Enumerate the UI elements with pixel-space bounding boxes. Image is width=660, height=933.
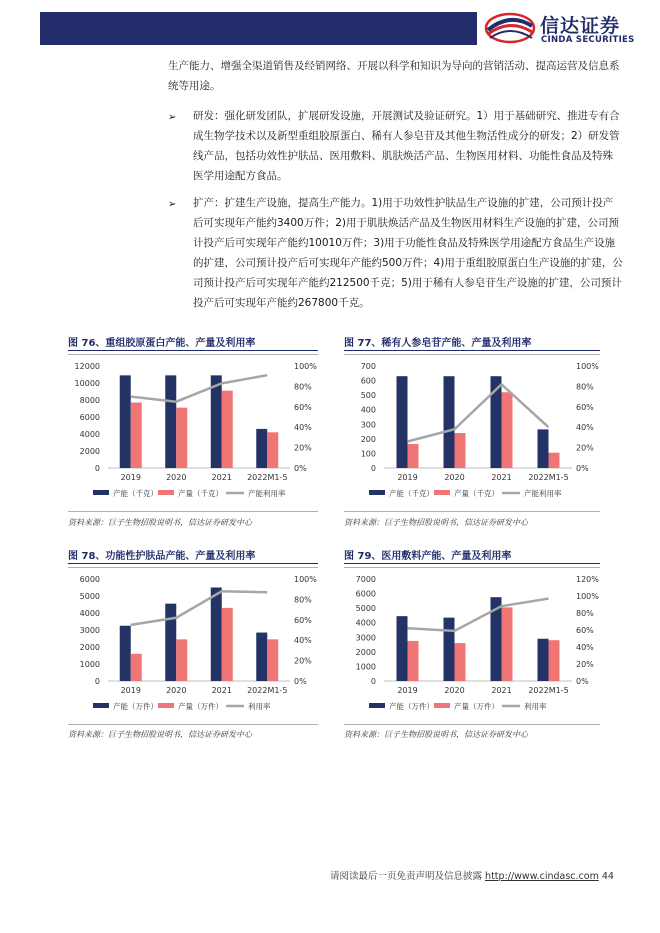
x-tick-label: 2021	[211, 686, 232, 695]
y-tick-label: 6000	[79, 575, 100, 584]
figure-78-source: 资料来源：巨子生物招股说明书，信达证券研发中心	[68, 730, 252, 739]
y2-tick-label: 60%	[576, 402, 594, 412]
legend-output-label: 产量（千克）	[454, 489, 499, 498]
y-tick-label: 5000	[79, 592, 100, 601]
figure-title-rule	[344, 350, 600, 351]
y2-tick-label: 80%	[294, 595, 312, 605]
output-bar	[222, 391, 233, 468]
bullet-marker: ➢	[168, 112, 177, 123]
y2-tick-label: 20%	[294, 443, 312, 453]
y2-tick-label: 40%	[576, 423, 594, 433]
bullet-rd-text: 研发：强化研发团队，扩展研发设施，开展测试及验证研究。1）用于基础研究、推进专有合成生物学技术以及新型重组胶原蛋白、稀有人参皂苷及其他生物活性成分的研发；2）研发管线产品，包括功效性护肤品、医用敷料、肌肤焕活产品、生物医用材料、功能性食品及特殊医学用途配方食品。	[193, 110, 620, 182]
output-bar	[222, 608, 233, 681]
y2-tick-label: 0%	[294, 464, 307, 473]
y2-tick-label: 20%	[576, 660, 594, 669]
y2-tick-label: 0%	[576, 464, 589, 473]
y2-tick-label: 40%	[294, 636, 312, 646]
chart-dressing	[344, 569, 600, 721]
output-bar	[131, 403, 142, 468]
capacity-bar	[165, 375, 176, 468]
y-tick-label: 3000	[355, 633, 376, 643]
y-tick-label: 300	[360, 420, 376, 430]
legend-output-swatch	[434, 490, 450, 495]
x-tick-label: 2022M1-5	[247, 473, 288, 482]
x-tick-label: 2021	[491, 686, 512, 695]
x-tick-label: 2021	[491, 473, 512, 482]
capacity-bar	[538, 639, 549, 681]
y-tick-label: 600	[360, 376, 376, 386]
header-bar	[40, 12, 477, 45]
output-bar	[176, 639, 187, 681]
capacity-bar	[444, 618, 455, 681]
y-tick-label: 0	[94, 677, 100, 686]
y-tick-label: 400	[360, 405, 376, 415]
output-bar	[267, 639, 278, 681]
figure-77-title: 图 77、稀有人参皂苷产能、产量及利用率	[344, 338, 532, 349]
x-tick-label: 2022M1-5	[247, 686, 288, 695]
chart-collagen	[68, 356, 318, 508]
utilization-line	[408, 599, 549, 631]
y-tick-label: 6000	[79, 413, 100, 422]
figure-title-rule	[68, 350, 318, 351]
output-bar	[502, 392, 513, 468]
legend-output-label: 产量（千克）	[178, 489, 223, 498]
output-bar	[176, 408, 187, 468]
y2-tick-label: 20%	[576, 443, 594, 453]
y-tick-label: 4000	[355, 618, 376, 628]
y-tick-label: 500	[360, 391, 376, 401]
figure-76-title: 图 76、重组胶原蛋白产能、产量及利用率	[68, 338, 256, 349]
figure-77-source: 资料来源：巨子生物招股说明书，信达证券研发中心	[344, 518, 528, 527]
page-number: 44	[601, 871, 614, 882]
output-bar	[455, 433, 466, 468]
y2-tick-label: 40%	[576, 643, 594, 652]
capacity-bar	[165, 604, 176, 681]
legend-output-swatch	[158, 703, 174, 708]
y-tick-label: 12000	[74, 362, 100, 371]
y2-tick-label: 100%	[294, 362, 317, 371]
figure-title-rule	[344, 563, 600, 564]
legend-utilization-label: 利用率	[524, 702, 547, 711]
figure-79-source: 资料来源：巨子生物招股说明书，信达证券研发中心	[344, 730, 528, 739]
capacity-bar	[397, 616, 408, 681]
y-tick-label: 1000	[79, 660, 100, 669]
legend-output-swatch	[158, 490, 174, 495]
capacity-bar	[256, 633, 267, 681]
y-tick-label: 5000	[355, 604, 376, 614]
y2-tick-label: 100%	[576, 362, 599, 371]
y-tick-label: 4000	[79, 609, 100, 618]
y2-tick-label: 0%	[576, 677, 589, 686]
legend-output-label: 产量（万件）	[178, 702, 223, 711]
legend-capacity-swatch	[369, 490, 385, 495]
y-tick-label: 8000	[79, 396, 100, 405]
y-tick-label: 10000	[74, 379, 100, 388]
y2-tick-label: 80%	[294, 382, 312, 392]
x-tick-label: 2019	[397, 686, 418, 695]
legend-capacity-label: 产能（千克）	[389, 489, 434, 498]
y-tick-label: 2000	[355, 647, 376, 657]
capacity-bar	[444, 376, 455, 468]
utilization-line	[131, 591, 268, 625]
y-tick-label: 1000	[355, 662, 376, 672]
legend-output-swatch	[434, 703, 450, 708]
y2-tick-label: 100%	[294, 575, 317, 584]
y-tick-label: 200	[360, 434, 376, 444]
figure-76-source: 资料来源：巨子生物招股说明书，信达证券研发中心	[68, 518, 252, 527]
y-tick-label: 7000	[355, 575, 376, 584]
legend-capacity-label: 产能（千克）	[113, 489, 158, 498]
legend-output-label: 产量（万件）	[454, 702, 499, 711]
y2-tick-label: 100%	[576, 592, 599, 601]
y2-tick-label: 60%	[576, 626, 594, 635]
footer-url-link[interactable]: http://www.cindasc.com	[485, 871, 599, 882]
logo-subtext: CINDA SECURITIES	[541, 35, 635, 45]
legend-capacity-swatch	[93, 703, 109, 708]
x-tick-label: 2019	[120, 473, 141, 482]
capacity-bar	[120, 375, 131, 468]
y-tick-label: 6000	[355, 589, 376, 599]
figure-79-title: 图 79、医用敷料产能、产量及利用率	[344, 551, 512, 562]
y-tick-label: 4000	[79, 430, 100, 439]
output-bar	[549, 453, 560, 468]
legend-utilization-label: 产能利用率	[248, 489, 286, 498]
output-bar	[267, 432, 278, 468]
figure-78-title: 图 78、功能性护肤品产能、产量及利用率	[68, 551, 256, 562]
y2-tick-label: 80%	[576, 609, 594, 618]
capacity-bar	[211, 588, 222, 682]
intro-paragraph: 生产能力、增强全渠道销售及经销网络、开展以科学和知识为导向的营销活动、提高运营及信息系统等用途。	[168, 60, 620, 92]
capacity-bar	[538, 429, 549, 468]
output-bar	[455, 643, 466, 681]
legend-capacity-label: 产能（万件）	[113, 702, 158, 711]
x-tick-label: 2020	[166, 473, 187, 482]
legend-utilization-label: 利用率	[248, 702, 271, 711]
y2-tick-label: 120%	[576, 575, 599, 584]
legend-utilization-label: 产能利用率	[524, 489, 562, 498]
y2-tick-label: 60%	[294, 402, 312, 412]
figure-title-rule	[68, 563, 318, 564]
x-tick-label: 2021	[211, 473, 232, 482]
capacity-bar	[397, 376, 408, 468]
y-tick-label: 100	[360, 449, 376, 459]
x-tick-label: 2020	[444, 686, 465, 695]
footer-disclaimer: 请阅读最后一页免责声明及信息披露	[330, 871, 483, 882]
capacity-bar	[256, 429, 267, 468]
y2-tick-label: 20%	[294, 656, 312, 666]
bullet-marker: ➢	[168, 199, 177, 210]
legend-capacity-swatch	[369, 703, 385, 708]
y2-tick-label: 60%	[294, 615, 312, 625]
x-tick-label: 2020	[166, 686, 187, 695]
utilization-line	[131, 375, 268, 402]
x-tick-label: 2019	[120, 686, 141, 695]
output-bar	[131, 654, 142, 681]
output-bar	[549, 640, 560, 681]
y2-tick-label: 80%	[576, 382, 594, 392]
output-bar	[408, 444, 419, 468]
legend-capacity-swatch	[93, 490, 109, 495]
y2-tick-label: 40%	[294, 423, 312, 433]
y-tick-label: 3000	[79, 626, 100, 635]
y-tick-label: 0	[370, 464, 376, 473]
chart-skincare	[68, 569, 318, 721]
x-tick-label: 2020	[444, 473, 465, 482]
capacity-bar	[120, 626, 131, 681]
y-tick-label: 2000	[79, 643, 100, 652]
x-tick-label: 2022M1-5	[528, 686, 569, 695]
output-bar	[502, 607, 513, 681]
capacity-bar	[211, 375, 222, 468]
y-tick-label: 0	[370, 677, 376, 686]
x-tick-label: 2019	[397, 473, 418, 482]
x-tick-label: 2022M1-5	[528, 473, 569, 482]
y-tick-label: 2000	[79, 447, 100, 456]
bullet-expansion-text: 扩产：扩建生产设施，提高生产能力。1)用于功效性护肤品生产设施的扩建，公司预计投产后可实现年产能约3400万件；2)用于肌肤焕活产品及生物医用材料生产设施的扩建，公司预计投产后可实现年产能约10010万件；3)用于功能性食品及特殊医学用途配方食品生产设施的扩建，公司预计投产后可实现年产能约500万件；4)用于重组胶原蛋白生产设施的扩建，公司预计投产后可实现年产能约212500千克；5)用于稀有人参皂苷生产设施的扩建，公司预计投产后可实现年产能约267800千克。	[193, 197, 623, 309]
utilization-line	[408, 384, 549, 441]
y-tick-label: 700	[360, 362, 376, 371]
logo-text: 信达证券	[540, 15, 621, 37]
output-bar	[408, 641, 419, 681]
page-footer	[330, 868, 614, 882]
y-tick-label: 0	[94, 464, 100, 473]
chart-ginsenoside	[344, 356, 600, 508]
y2-tick-label: 0%	[294, 677, 307, 686]
legend-capacity-label: 产能（万件）	[389, 702, 434, 711]
